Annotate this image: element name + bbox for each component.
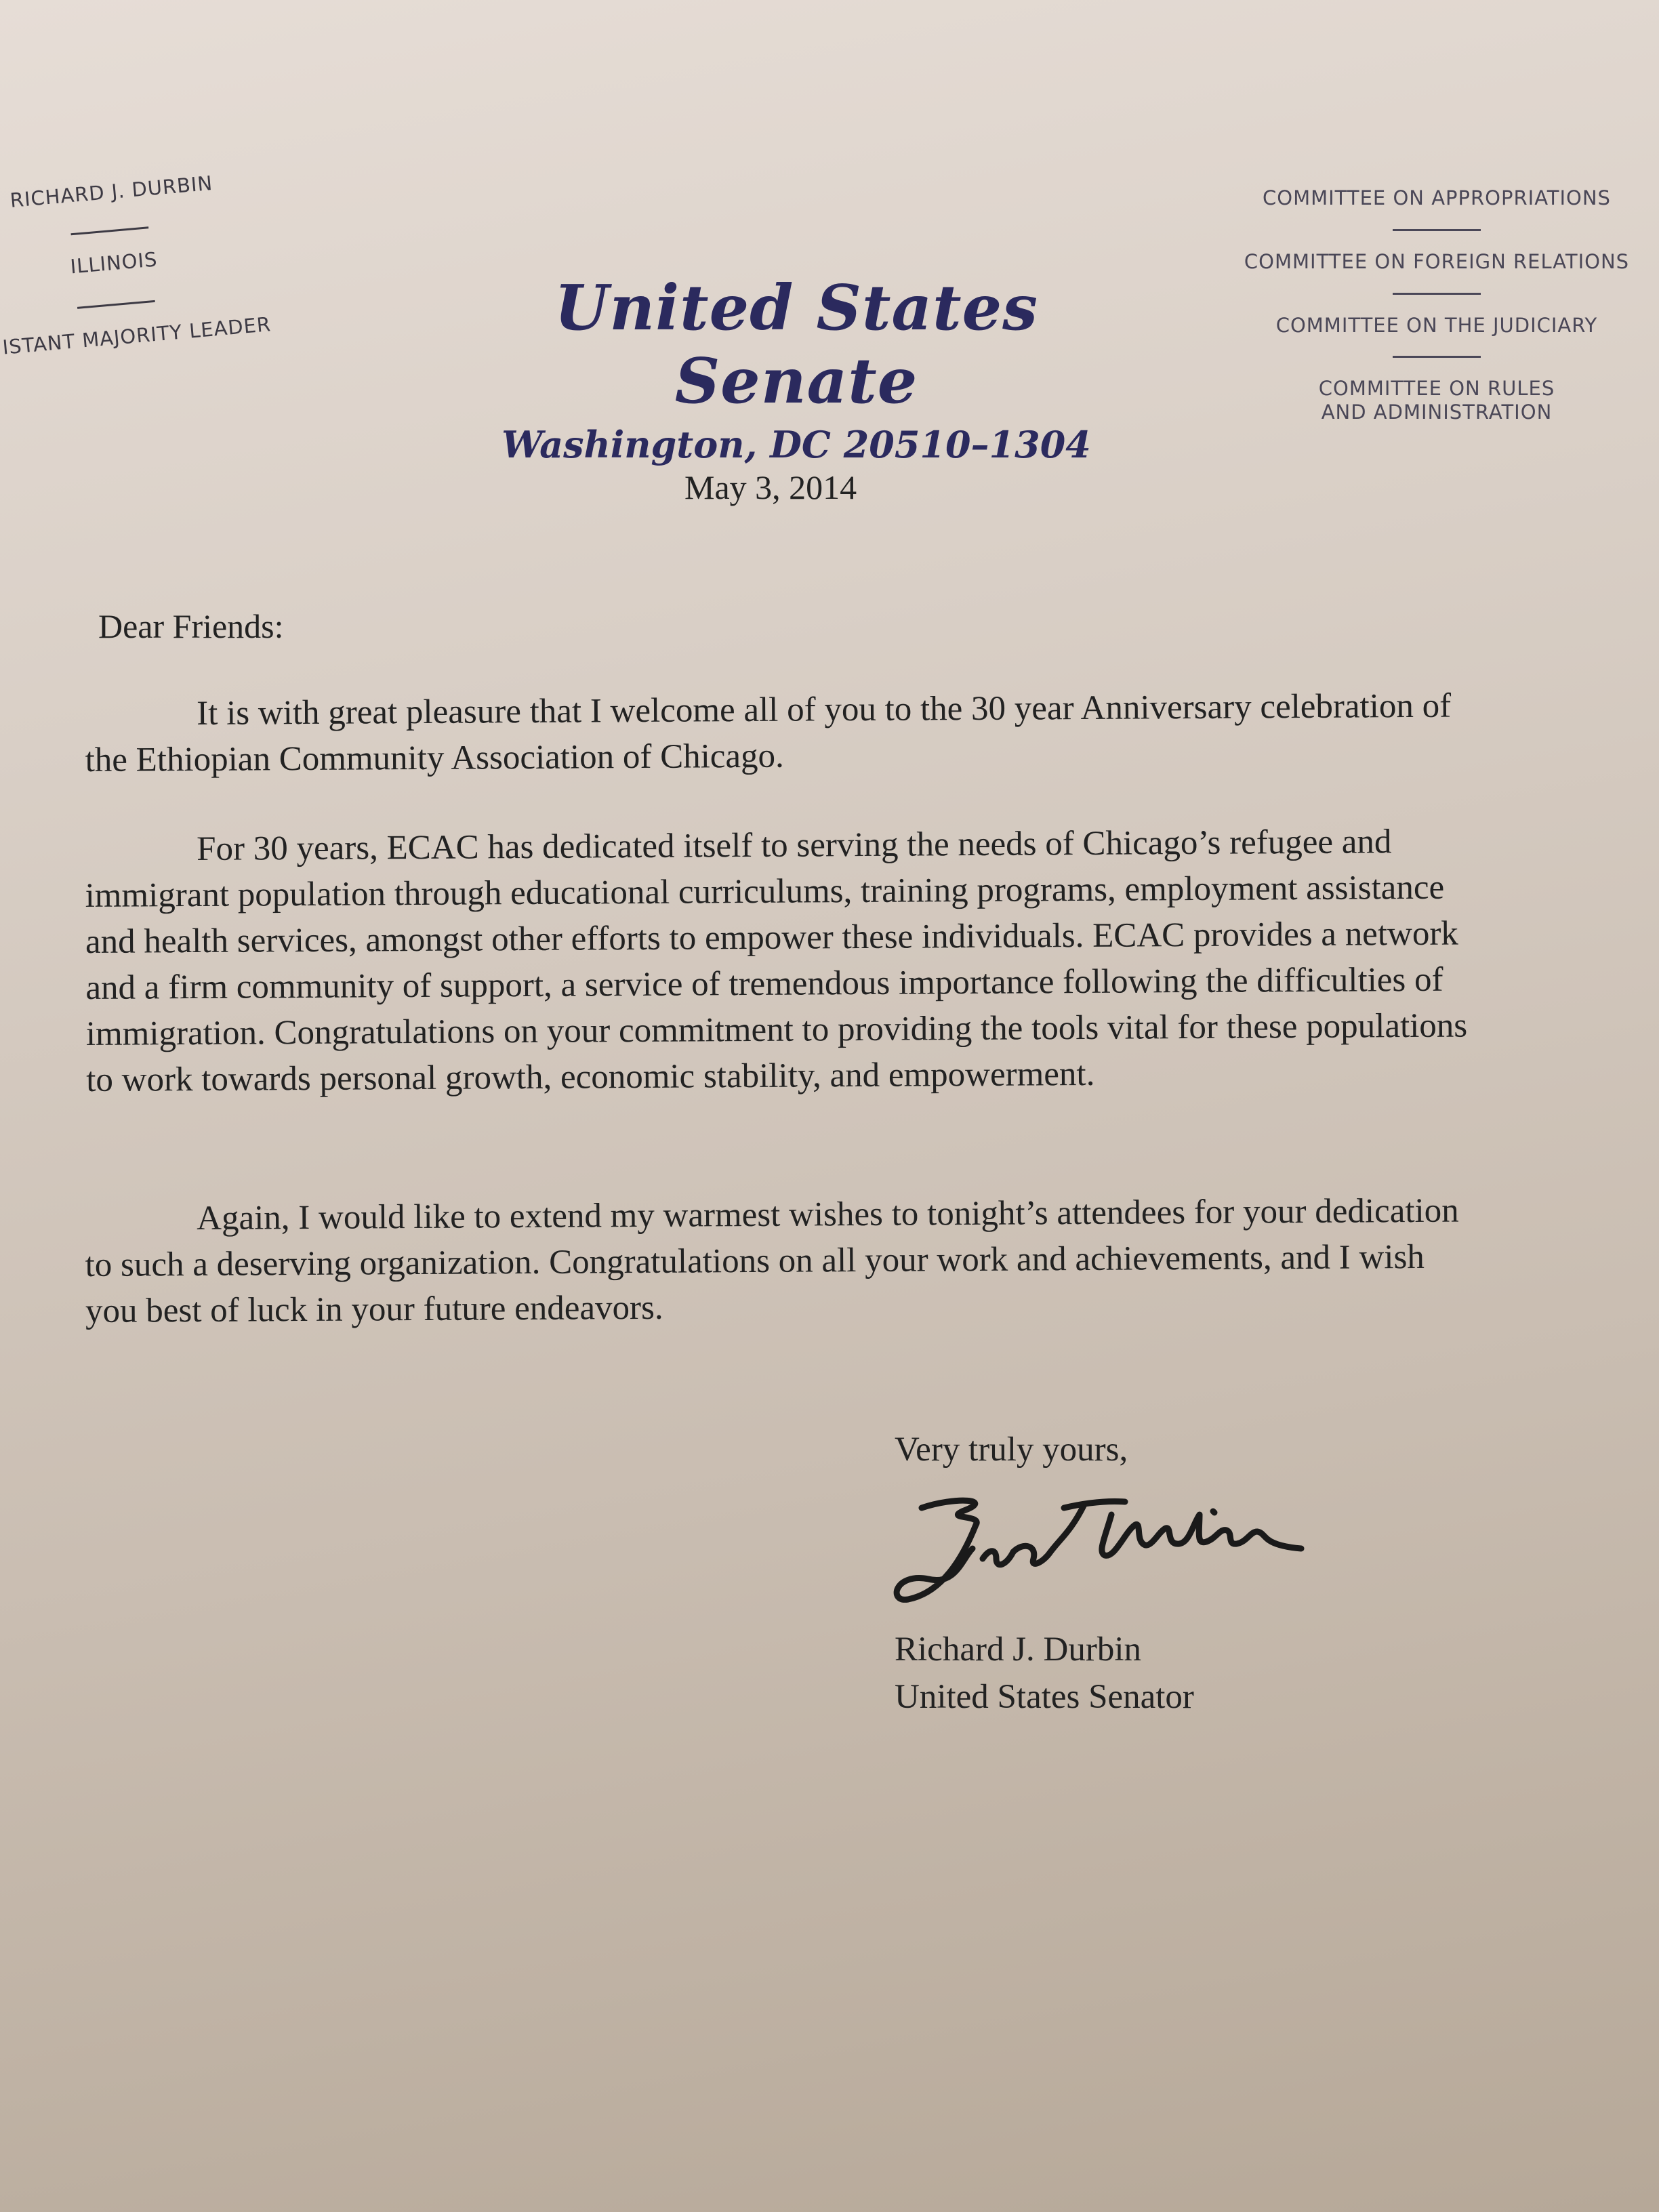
senator-name-header: RICHARD J. DURBIN [9,171,214,212]
letter-date: May 3, 2014 [684,468,857,506]
divider [1393,293,1481,295]
committee-item: AND ADMINISTRATION [1321,401,1553,424]
signer-title: United States Senator [895,1678,1194,1716]
body-paragraph: It is with great pleasure that I welcome all of you to the 30 year Anniversary celebration of the Ethiopian Community Association of Chicago. [85,687,1452,779]
body-paragraph: Again, I would like to extend my warmest wishes to tonight’s attendees for your dedication to such a deserving organization. Congratulations on all your work and achievements, and I wish you best of luck in your future endeavors. [85,1191,1459,1330]
divider [1393,356,1481,358]
senator-state: ILLINOIS [69,247,159,279]
divider [70,226,148,235]
committee-item: COMMITTEE ON THE JUDICIARY [1275,313,1598,337]
salutation: Dear Friends: [98,607,284,645]
body-paragraph: For 30 years, ECAC has dedicated itself to serving the needs of Chicago’s refugee and immigrant population through educational curriculums, training programs, employment assistance and health services, amongst other efforts to empower these individuals. ECAC provides a network and a firm community of support, a service of tremendous importance following the difficulties of immigration. Congratulations on your commitment to providing the tools vital for these populations to work towards personal growth, economic stability, and empowerment. [85,823,1468,1099]
committee-item: COMMITTEE ON RULES [1318,377,1555,401]
senator-letterhead-left [0,139,272,359]
senate-letterhead [474,271,1118,466]
senator-role: ISTANT MAJORITY LEADER [1,312,272,359]
committee-list [1227,186,1647,424]
committee-item: COMMITTEE ON APPROPRIATIONS [1263,186,1611,209]
senate-title: United States Senate [554,271,1038,417]
divider [1393,229,1481,231]
signer-name: Richard J. Durbin [895,1631,1142,1668]
senate-address: Washington, DC 20510–1304 [501,423,1091,466]
divider [77,300,155,309]
closing: Very truly yours, [895,1431,1128,1469]
committee-item: COMMITTEE ON FOREIGN RELATIONS [1244,249,1630,273]
